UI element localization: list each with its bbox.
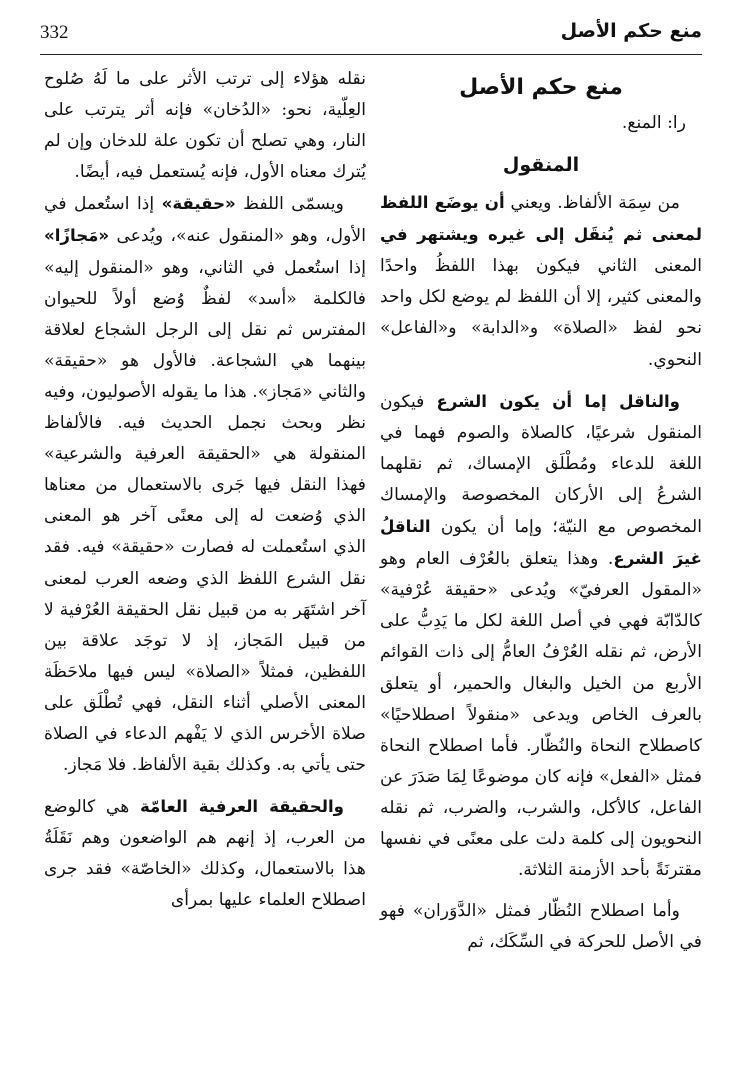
bold-term: والحقيقة العرفية العامّة [139,797,344,817]
text-run: فيكون المنقول شرعيًا، كالصلاة والصوم فهما في اللغة للدعاء ومُطْلَق الإمساك، ثم نقلهما الشرعُ إلى الأركان المخصوصة والإمساك المخصوص مع النيّة؛ وإما أن يكون [380,391,702,538]
text-run: . وهذا يتعلق بالعُرْف العام وهو «المقول العرفيّ» ويُدعى «حقيقة عُرْفية» كالدّابّة فهي في أصل اللغة لكل ما يَدِبُّ على الأرض، ثم نقله العُرْفُ العامُّ إلى ذات القوائم الأربع من الخيل والبغال والحمير، أو يتعلق بالعرف الخاص ويدعى «منقولاً اصطلاحيًا» كاصطلاح النحاة والنُظّار. فأما اصطلاح النحاة فمثل «الفعل» فإنه كان موضوعًا لِمَا صَدَرَ عن الفاعل، كالأكل، والشرب، والضرب، ثم نقله النحويون إلى كلمة دلت على معنًى في نفسها مقترنَةً بأحد الأزمنة الثلاثة. [380,549,702,881]
bold-term: «حقيقة» [161,194,236,214]
right-column [380,64,702,1072]
bold-term: والناقل إما أن يكون الشرع [436,391,680,411]
paragraph: وأما اصطلاح النُظّار فمثل «الدَّوَران» فهو في الأصل للحركة في السِّكَك، ثم [380,901,702,953]
left-column [44,64,366,1072]
paragraph [44,791,366,916]
bold-term: الناقلُ غيرَ الشرع [380,517,702,569]
text-run: إذا استُعمل في الأول، وهو «المنقول عنه»، ويُدعى [44,194,366,247]
text-run: إذا استُعمل في الثاني، وهو «المنقول إليه» فالكلمة «أسد» لفظٌ وُضع أولاً للحيوان المفترس ثم نقل إلى الرجل الشجاع لعلاقة بينهما هي الشجاعة. فالأول هو «حقيقة» والثاني «مَجاز». هذا ما يقوله الأصوليون، وفيه نظر وبحث نجمل الحديث فيه. فالألفاظ المنقولة هي «الحقيقة العرفية والشرعية» فهذا النقل فيها جَرى بالاستعمال من معناها الذي وُضعت له إلى معنًى آخر هو المعنى الذي استُعملت له فصارت «حقيقة» فيه. فقد نقل الشرع اللفظ الذي وضعه العرب لمعنى آخر اشتَهَر به من قبيل نقل الحقيقة العُرْفية لا من قبيل المَجاز، إذ لا توجَد علاقة بين اللفظين، فمثلاً «الصلاة» ليس فيها ملاحَظَة المعنى الأصلي أثناء النقل، فهي تُطْلَق على صلاة الأخرس الذي لا يَفْهم الدعاء في الصلاة حتى يأتي به. وكذلك بقية الألفاظ. فلا مَجاز. [44,257,366,776]
paragraph [380,187,702,376]
bold-term: أن يوضَع اللفظ لمعنى ثم يُنقَل إلى غيره ويشتهر في [380,193,702,245]
section-title: المنقول [502,154,580,177]
paragraph [44,188,366,781]
bold-term: «مَجازًا» [44,226,110,246]
header-rule [40,54,702,55]
text-columns [44,64,702,1072]
entry-title: منع حكم الأصل [459,75,623,100]
paragraph: نقله هؤلاء إلى ترتب الأثر على ما لَهُ صُلوح العِلّية، نحو: «الدُخان» فإنه أثر يترتب على النار، وهي تصلح أن تكون علة للدخان وإن لم يُترك معناه الأول، فإنه يُستعمل فيه، أيضًا. [44,69,366,183]
text-run: المعنى الثاني فيكون بهذا اللفظُ واحدًا والمعنى كثير، إلا أن اللفظ لم يوضع لكل واحد نحو لفظ «الصلاة» و«الدابة» و«الفاعل» النحوي. [380,256,702,370]
cross-reference: را: المنع. [621,113,686,133]
page-number: 332 [40,22,69,43]
text-run: من سِمَة الألفاظ. ويعني [504,193,680,214]
paragraph [380,386,702,887]
text-run: ويسمّى اللفظ [235,194,344,215]
running-head: منع حكم الأصل [560,20,702,42]
text-run: هي كالوضع من العرب، إذ إنهم هم الواضعون وهم نَقَلَةُ هذا بالاستعمال، وكذلك «الخاصّة» فقد جرى اصطلاح العلماء عليها بمرأى [44,797,366,911]
